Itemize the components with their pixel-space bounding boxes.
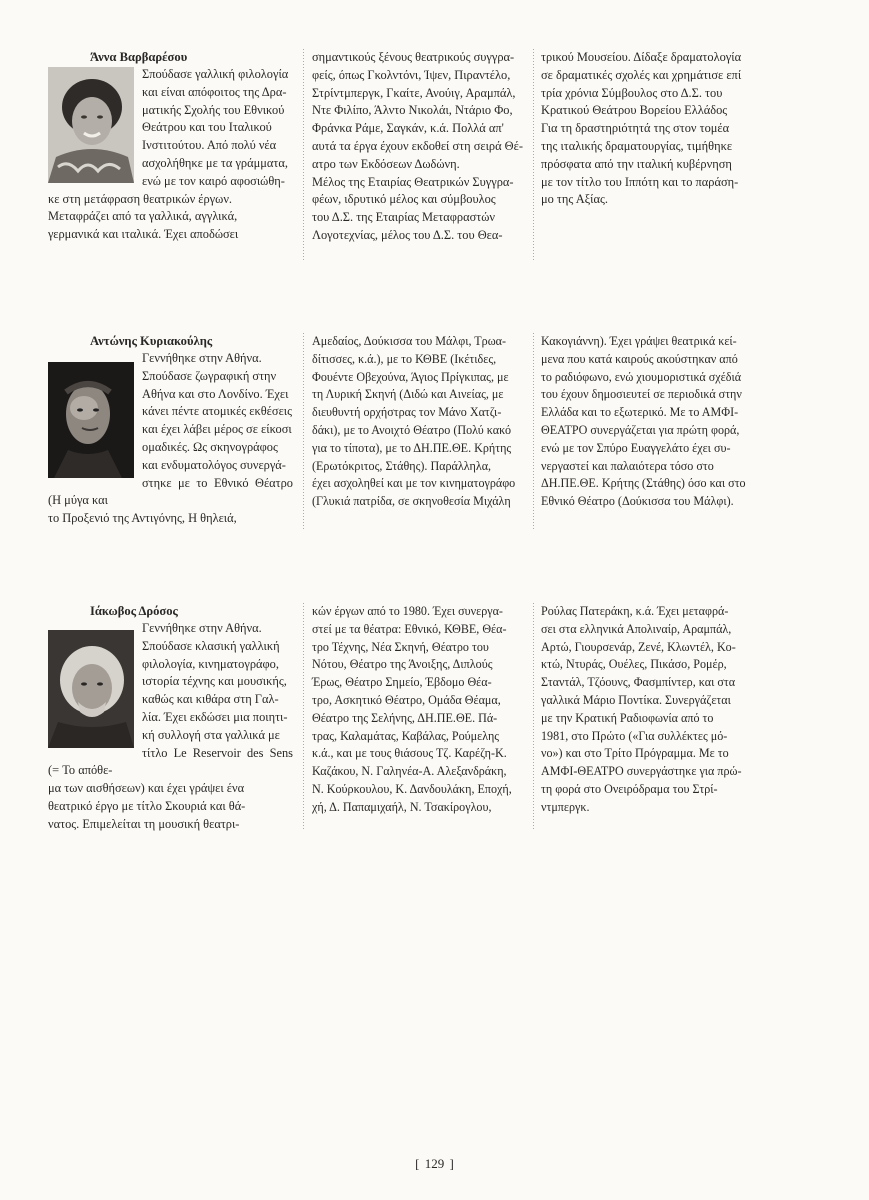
bio-anna-varvaresou (0, 49, 869, 349)
bio-text-line: νο») και στο Τρίτο Πρόγραμμα. Με το (541, 746, 729, 761)
bio-text-line: φείς, όπως Γκολντόνι, Ίψεν, Πιραντέλο, (312, 67, 511, 82)
bio-text-line: Γεννήθηκε στην Αθήνα. (142, 621, 262, 635)
bio-text-line: του έχουν δημοσιευτεί σε περιοδικά στην (541, 387, 742, 402)
person-name: Ιάκωβος Δρόσος (90, 604, 178, 618)
bio-text-line: τη Λυρική Σκηνή (Διδώ και Αινείας, με (312, 387, 504, 402)
bio-text-line: τρας, Καλαμάτας, Καβάλας, Ρούμελης (312, 728, 500, 743)
bio-text-line: Φράνκα Ράμε, Σαγκάν, κ.ά. Πολλά απ' (312, 121, 504, 136)
column-divider (303, 333, 304, 529)
bio-text-line: με τον τίτλο του Ιππότη και το παράση- (541, 174, 739, 189)
bio-text-line: μενα που κατά καιρούς ακούστηκαν από (541, 351, 738, 366)
bio-text-line: Ντε Φιλίπο, Άλντο Νικολάι, Ντάριο Φο, (312, 103, 513, 118)
bio-text-line: Μεταφράζει από τα γαλλικά, αγγλικά, (48, 209, 238, 224)
bio-text-line: σημαντικούς ξένους θεατρικούς συγγρα- (312, 50, 515, 64)
person-name: Άννα Βαρβαρέσου (90, 50, 188, 64)
bio-text-line: (Γλυκιά πατρίδα, σε σκηνοθεσία Μιχάλη (312, 494, 511, 509)
bio-text-line: Ρούλας Πατεράκη, κ.ά. Έχει μεταφρά- (541, 604, 729, 618)
bio-text-line: γαλλικά Μάριο Ποντίκα. Συνεργάζεται (541, 692, 731, 707)
bio-text-line: διευθυντή ορχήστρας τον Μάνο Χατζι- (312, 405, 502, 420)
bio-text-line: το Προξενιό της Αντιγόνης, Η θηλειά, (48, 511, 237, 526)
page-number (0, 1156, 869, 1172)
portrait-photo (48, 67, 134, 183)
bio-column-3 (541, 603, 753, 817)
bio-text-line: με την Κρατική Ραδιοφωνία από το (541, 710, 714, 725)
bio-text-line: κών έργων από το 1980. Έχει συνεργα- (312, 604, 503, 618)
bio-text-line: για το τίποτα), με το ΔΗ.ΠΕ.ΘΕ. Κρήτης (312, 440, 512, 455)
bio-column-3 (541, 49, 753, 209)
bio-text-line: ματικής Σχολής του Εθνικού (142, 102, 285, 117)
bio-text-line: γερμανικά και ιταλικά. Έχει αποδώσει (48, 227, 239, 242)
bio-column-3 (541, 333, 753, 511)
bio-text-line: ΘΕΑΤΡΟ συνεργάζεται για πρώτη φορά, (541, 422, 740, 437)
column-divider (533, 49, 534, 261)
bio-text-line: κή συλλογή στα γαλλικά με (142, 727, 280, 742)
bio-text-line: Αμεδαίος, Δούκισσα του Μάλφι, Τρωα- (312, 334, 507, 348)
bio-text-line: δίτισσες, κ.ά.), με το ΚΘΒΕ (Ικέτιδες, (312, 351, 497, 366)
bio-text-line: ομαδικές. Ως σκηνογράφος (142, 439, 278, 454)
bio-text-line: ενώ με τον καιρό αφοσιώθη- (142, 173, 285, 188)
portrait-man-icon (48, 630, 134, 748)
bio-text-line: νατος. Επιμελείται τη μουσική θεατρι- (48, 816, 240, 831)
bio-text-line: ΔΗ.ΠΕ.ΘΕ. Κρήτης (Στάθης) όσο και στο (541, 476, 746, 491)
bio-column-2 (312, 603, 526, 817)
bio-text-line: στεί με τα θέατρα: Εθνικό, ΚΘΒΕ, Θέα- (312, 621, 507, 636)
bio-text-line: Σπούδασε γαλλική φιλολογία (142, 67, 289, 81)
bio-iakovos-drosos (0, 603, 869, 903)
bio-text-line: νεργαστεί και παλαιότερα τόσο στο (541, 458, 714, 473)
bio-text-line: Σταντάλ, Τζόουνς, Φασμπίντερ, και στα (541, 675, 736, 690)
bio-text-line: καθώς και κιθάρα στη Γαλ- (142, 692, 279, 707)
bio-text-line: Ελλάδα και το εξωτερικό. Με το ΑΜΦΙ- (541, 405, 739, 420)
bio-text-line: τίτλο Le Reservoir des Sens (= Το απόθε- (48, 745, 293, 778)
column-divider (533, 603, 534, 831)
bio-text-line: Κρατικού Θεάτρου Βορείου Ελλάδος (541, 103, 728, 118)
page-number-bracket-open: [ (415, 1156, 420, 1171)
bio-text-line: θεατρικό έργο με τίτλο Σκουριά και θά- (48, 798, 246, 813)
bio-text-line: Αρτώ, Γιουρσενάρ, Ζενέ, Κλωντέλ, Κο- (541, 639, 736, 654)
bio-text-line: τρία χρόνια Σύμβουλος στο Δ.Σ. του (541, 85, 723, 100)
page-number-bracket-close: ] (449, 1156, 454, 1171)
bio-text-line: Λογοτεχνίας, μέλος του Δ.Σ. του Θεα- (312, 227, 503, 242)
bio-text-line: Ινστιτούτου. Από πολύ νέα (142, 138, 277, 153)
bio-text-line: φιλολογία, κινηματογράφο, (142, 656, 279, 671)
bio-text-line: σε δραματικές σχολές και χρημάτισε επί (541, 67, 742, 82)
column-divider (303, 49, 304, 261)
bio-text-line: ατρο των Εκδόσεων Δωδώνη. (312, 156, 460, 171)
bio-column-1 (48, 603, 293, 834)
bio-text-line: αυτά τα έργα έχουν εκδοθεί στη σειρά Θέ- (312, 138, 523, 153)
bio-text-line: της ιταλικής δραματουργίας, τιμήθηκε (541, 138, 733, 153)
bio-text-line: ενώ με τον Σπύρο Ευαγγελάτο έχει συ- (541, 440, 731, 455)
bio-text-line: Γεννήθηκε στην Αθήνα. (142, 351, 262, 365)
portrait-man-icon (48, 362, 134, 478)
bio-text-line: στηκε με το Εθνικό Θέατρο (Η μύγα και (48, 475, 293, 508)
bio-text-line: κ.ά., και με τους θιάσους Τζ. Καρέζη-Κ. (312, 746, 507, 761)
bio-text-line: σει στα ελληνικά Απολιναίρ, Αραμπάλ, (541, 621, 732, 636)
bio-text-line: πρόσφατα από την ιταλική κυβέρνηση (541, 156, 732, 171)
bio-text-line: ΑΜΦΙ-ΘΕΑΤΡΟ συνεργάστηκε για πρώ- (541, 764, 742, 779)
column-divider (533, 333, 534, 529)
page-number-value: 129 (424, 1156, 445, 1171)
bio-text-line: δάκι), με το Ανοιχτό Θέατρο (Πολύ κακό (312, 422, 511, 437)
bio-text-line: φέων, ιδρυτικό μέλος και σύμβουλος (312, 192, 496, 207)
bio-text-line: Σπούδασε ζωγραφική στην (142, 368, 277, 383)
bio-text-line: μο της Αξίας. (541, 192, 609, 207)
portrait-photo (48, 630, 134, 748)
bio-text-line: Έρως, Θέατρο Σημείο, Έβδομο Θέα- (312, 675, 492, 690)
bio-text-line: ντμπεργκ. (541, 799, 590, 814)
bio-text-line: Κακογιάννη). Έχει γράψει θεατρικά κεί- (541, 334, 737, 348)
bio-text-line: ιστορία τέχνης και μουσικής, (142, 674, 287, 689)
bio-text-line: 1981, στο Πρώτο («Για συλλέκτες μό- (541, 728, 728, 743)
bio-text-line: το ραδιόφωνο, ενώ χιουμοριστικά σχέδιά (541, 369, 742, 384)
bio-text-line: Στρίντμπεργκ, Γκαίτε, Ανούιγ, Αραμπάλ, (312, 85, 516, 100)
bio-text-line: Σπούδασε κλασική γαλλική (142, 638, 280, 653)
bio-text-line: τρικού Μουσείου. Δίδαξε δραματολογία (541, 50, 742, 64)
bio-column-2 (312, 333, 526, 511)
bio-text-line: Νότου, Θέατρο της Άνοιξης, Διπλούς (312, 657, 493, 672)
bio-text-line: του Δ.Σ. της Εταιρίας Μεταφραστών (312, 210, 495, 225)
bio-antonis-kyriakoulis (0, 333, 869, 633)
bio-column-1 (48, 333, 293, 528)
bio-text-line: Μέλος της Εταιρίας Θεατρικών Συγγρα- (312, 174, 514, 189)
bio-text-line: Θεάτρου και του Ιταλικού (142, 120, 272, 135)
portrait-woman-icon (48, 67, 134, 183)
bio-text-line: (Ερωτόκριτος, Στάθης). Παράλληλα, (312, 458, 492, 473)
bio-text-line: Για τη δραστηριότητά της στον τομέα (541, 121, 730, 136)
bio-text-line: κε στη μετάφραση θεατρικών έργων. (48, 191, 233, 206)
bio-text-line: χή, Δ. Παπαμιχαήλ, Ν. Τσακίρογλου, (312, 799, 492, 814)
portrait-photo (48, 362, 134, 478)
bio-text-line: μα των αισθήσεων) και έχει γράψει ένα (48, 781, 245, 796)
bio-text-line: και ενδυματολόγος συνεργά- (142, 457, 286, 472)
bio-text-line: Θέατρο της Σελήνης, ΔΗ.ΠΕ.ΘΕ. Πά- (312, 710, 498, 725)
bio-text-line: Φουέντε Οβεχούνα, Άγιος Πρίγκιπας, με (312, 369, 509, 384)
bio-text-line: Εθνικό Θέατρο (Δούκισσα του Μάλφι). (541, 494, 734, 509)
bio-text-line: Ν. Κούρκουλου, Κ. Δανδουλάκη, Εποχή, (312, 781, 512, 796)
column-divider (303, 603, 304, 831)
person-name: Αντώνης Κυριακούλης (90, 334, 213, 348)
bio-text-line: Αθήνα και στο Λονδίνο. Έχει (142, 386, 289, 401)
bio-column-2 (312, 49, 526, 245)
bio-text-line: και είναι απόφοιτος της Δρα- (142, 84, 287, 99)
bio-text-line: κτώ, Ντυράς, Ουέλες, Πικάσο, Ρομέρ, (541, 657, 727, 672)
bio-text-line: Καζάκου, Ν. Γαληνέα-Α. Αλεξανδράκη, (312, 764, 507, 779)
bio-text-line: τρο Τέχνης, Νέα Σκηνή, Θέατρο του (312, 639, 489, 654)
bio-text-line: λία. Έχει εκδώσει μια ποιητι- (142, 709, 288, 724)
bio-text-line: ασχολήθηκε με τα γράμματα, (142, 155, 288, 170)
bio-text-line: τρο, Ασκητικό Θέατρο, Ομάδα Θέαμα, (312, 692, 501, 707)
bio-text-line: έχει ασχοληθεί και με τον κινηματογράφο (312, 476, 516, 491)
bio-column-1 (48, 49, 293, 244)
bio-text-line: και έχει λάβει μέρος σε είκοσι (142, 422, 292, 437)
bio-text-line: κάνει πέντε ατομικές εκθέσεις (142, 404, 293, 419)
bio-text-line: τη φορά στο Ονειρόδραμα του Στρί- (541, 781, 718, 796)
